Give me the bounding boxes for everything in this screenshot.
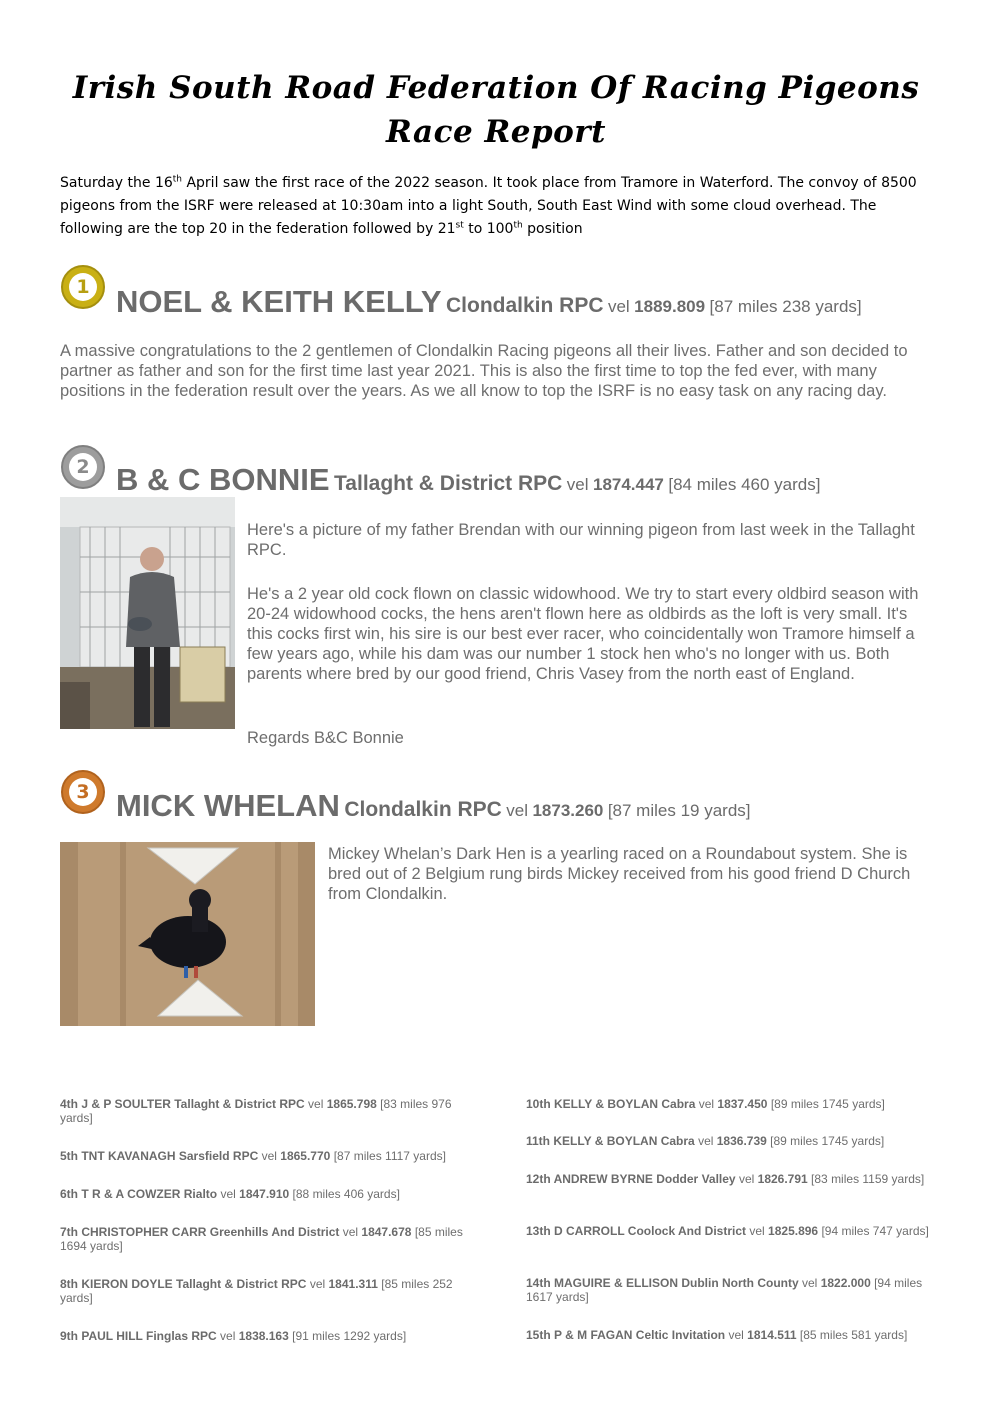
winner-distance: [87 miles 19 yards] xyxy=(607,801,751,820)
winner-3-heading xyxy=(116,788,751,824)
intro-paragraph xyxy=(60,172,934,241)
result-row: 15th P & M FAGAN Celtic Invitation vel 1814.511 [85 miles 581 yards] xyxy=(526,1328,908,1342)
result-row: 14th MAGUIRE & ELLISON Dublin North County vel 1822.000 [94 miles 1617 yards] xyxy=(526,1276,923,1304)
result-row: 12th ANDREW BYRNE Dodder Valley vel 1826.791 [83 miles 1159 yards] xyxy=(526,1172,925,1186)
intro-text: to 100 xyxy=(463,221,514,237)
pigeon-photo xyxy=(60,842,315,1026)
result-row: 11th KELLY & BOYLAN Cabra vel 1836.739 [89 miles 1745 yards] xyxy=(526,1134,885,1148)
result-row: 9th PAUL HILL Finglas RPC vel 1838.163 [91 miles 1292 yards] xyxy=(60,1329,407,1343)
results-right-column xyxy=(526,1097,946,1347)
winner-velocity: 1873.260 xyxy=(532,801,604,820)
winner-club: Tallaght & District RPC xyxy=(334,472,563,495)
winner-club: Clondalkin RPC xyxy=(344,798,502,821)
dark-hen-image xyxy=(60,842,315,1026)
winner-velocity: 1889.809 xyxy=(634,297,706,316)
winner-2-text: He's a 2 year old cock flown on classic widowhood. We try to start every oldbird season with 20-24 widowhood cocks, the hens aren't flown here as oldbirds as the loft is very small. It's this cocks first win, his sire is our best ever racer, who coincidentally won Tramore himself a few years ago, while his dam was our number 1 stock hen who's no longer with us. Both parents where bred by our good friend, Chris Vasey from the north east of England. xyxy=(247,585,919,683)
winner-1-text: A massive congratulations to the 2 gentlemen of Clondalkin Racing pigeons all their lives. Father and son decided to partner as father and son for the first time last year 2021. This is also the first time to top the fed ever, with many positions in the federation result over the years. As we all know to top the ISRF is no easy task on any racing day. xyxy=(60,342,908,400)
report-subtitle: Race Report xyxy=(386,114,606,150)
winner-distance: [84 miles 460 yards] xyxy=(668,475,821,494)
winner-club: Clondalkin RPC xyxy=(446,294,604,317)
vel-label: vel xyxy=(566,475,589,494)
winner-2-signoff: Regards B&C Bonnie xyxy=(247,729,404,747)
winner-1-heading xyxy=(116,284,862,320)
vel-label: vel xyxy=(607,297,630,316)
winner-3-text: Mickey Whelan’s Dark Hen is a yearling raced on a Roundabout system. She is bred out of 2 Belgium rung birds Mickey received from his good friend D Church from Clondalkin. xyxy=(328,845,911,903)
loft-photo xyxy=(60,497,235,729)
result-row: 6th T R & A COWZER Rialto vel 1847.910 [88 miles 406 yards] xyxy=(60,1187,400,1201)
winner-name: B & C BONNIE xyxy=(116,462,330,497)
intro-sup: st xyxy=(455,220,464,231)
intro-sup: th xyxy=(172,174,183,185)
result-row: 7th CHRISTOPHER CARR Greenhills And District vel 1847.678 [85 miles 1694 yards] xyxy=(60,1225,463,1253)
winner-name: NOEL & KEITH KELLY xyxy=(116,284,442,319)
result-row: 10th KELLY & BOYLAN Cabra vel 1837.450 [89 miles 1745 yards] xyxy=(526,1097,885,1111)
winner-2-heading xyxy=(116,462,820,498)
intro-text: position xyxy=(522,221,583,237)
intro-text: Saturday the 16 xyxy=(60,175,173,191)
result-row: 13th D CARROLL Coolock And District vel 1825.896 [94 miles 747 yards] xyxy=(526,1224,929,1238)
result-row: 5th TNT KAVANAGH Sarsfield RPC vel 1865.770 [87 miles 1117 yards] xyxy=(60,1149,446,1163)
vel-label: vel xyxy=(506,801,529,820)
man-with-pigeon-image xyxy=(60,497,235,729)
winner-2-caption: Here's a picture of my father Brendan with our winning pigeon from last week in the Tallaght RPC. xyxy=(247,521,915,559)
gold-medal-icon xyxy=(61,265,105,309)
winner-distance: [87 miles 238 yards] xyxy=(709,297,862,316)
result-row: 4th J & P SOULTER Tallaght & District RPC vel 1865.798 [83 miles 976 yards] xyxy=(60,1097,452,1125)
winner-velocity: 1874.447 xyxy=(592,475,664,494)
results-left-column xyxy=(60,1097,480,1347)
bronze-medal-icon xyxy=(61,770,105,814)
result-row: 8th KIERON DOYLE Tallaght & District RPC vel 1841.311 [85 miles 252 yards] xyxy=(60,1277,453,1305)
medal-number: 3 xyxy=(69,778,97,806)
silver-medal-icon xyxy=(61,445,105,489)
medal-number: 2 xyxy=(69,453,97,481)
intro-sup: th xyxy=(513,220,523,231)
intro-text: April saw the first race of the 2022 season. It took place from Tramore in Waterford. The convoy of 8500 pigeons from the ISRF were released at 10:30am into a light South, South East Wind with some cloud overhead. The following are the top 20 in the federation followed by 21 xyxy=(60,175,917,237)
medal-number: 1 xyxy=(69,273,97,301)
report-title: Irish South Road Federation Of Racing Pigeons xyxy=(72,70,920,106)
winner-name: MICK WHELAN xyxy=(116,788,340,823)
